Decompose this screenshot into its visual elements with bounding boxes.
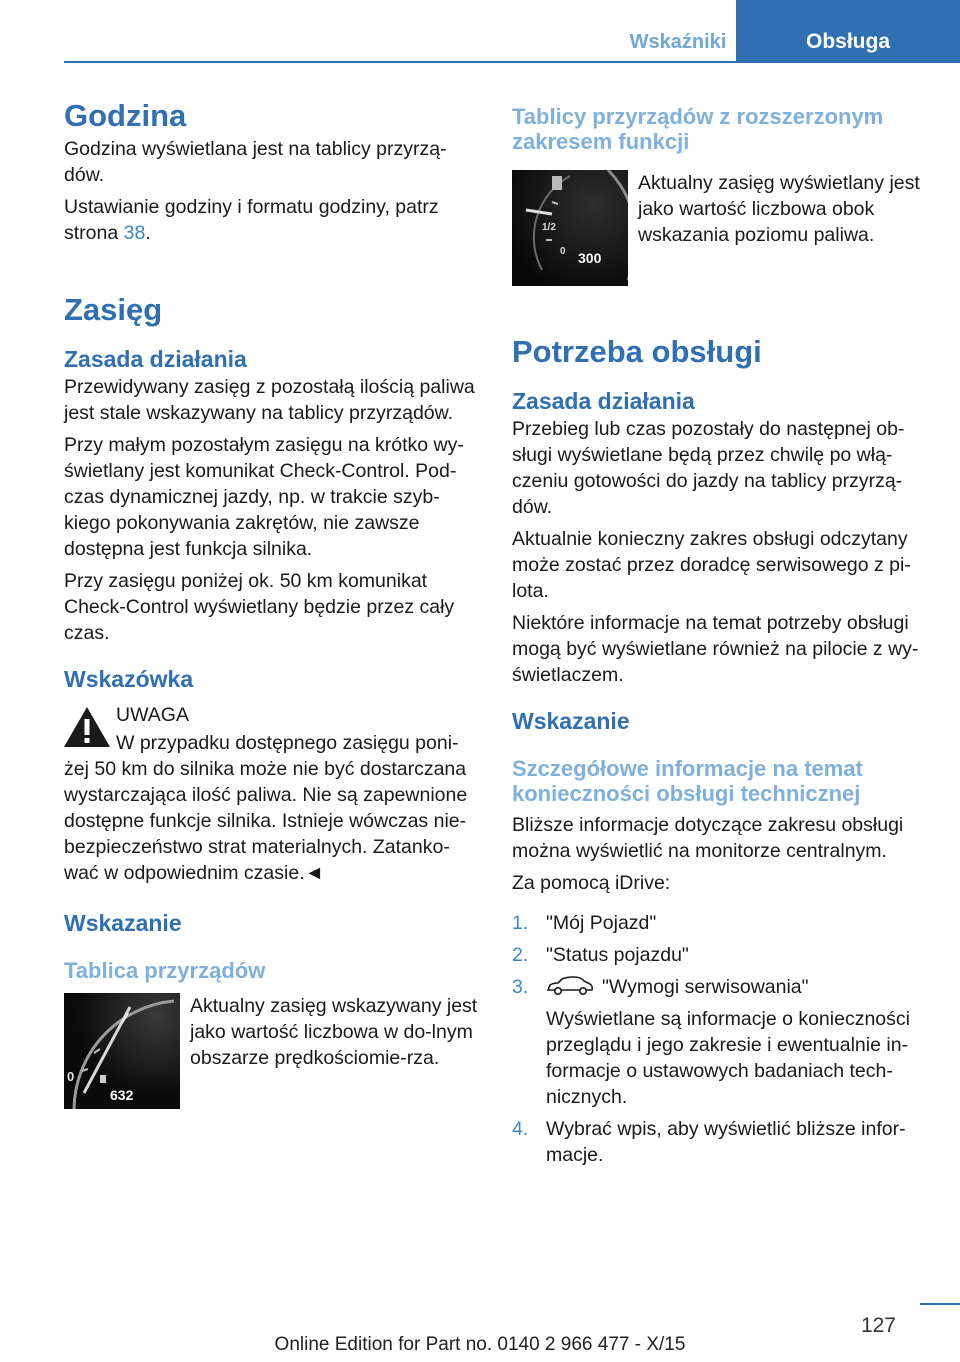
subheading-service-principle: Zasada działania: [512, 388, 695, 414]
left-column: [64, 96, 480, 1109]
fuel-gauge-icon: [512, 170, 628, 286]
fuel-half-label: 1/2: [542, 222, 556, 233]
gauge-zero-label: 0: [67, 1069, 75, 1084]
detail-paragraph-2: Za pomocą iDrive:: [512, 872, 671, 894]
idrive-steps-list: [512, 910, 932, 1168]
edition-footer: Online Edition for Part no. 0140 2 966 477 - X/15: [274, 1334, 686, 1355]
speedometer-range-image: [64, 993, 180, 1109]
step-text: "Mój Pojazd": [546, 912, 657, 934]
warning-first-line: W przypadku dostępnego zasięgu poni-: [116, 732, 459, 754]
extended-panel-block: [512, 170, 932, 286]
list-item: [512, 942, 932, 968]
heading-service: Potrzeba obsługi: [512, 334, 762, 369]
list-item: [512, 1116, 932, 1168]
clock-paragraph-2: [64, 194, 480, 246]
warning-label: UWAGA: [116, 704, 189, 726]
heading-clock: Godzina: [64, 98, 187, 133]
range-paragraph-3: Przy zasięgu poniżej ok. 50 km komunikat Check-Control wyświetlany będzie przez cały czas.: [64, 570, 455, 644]
heading-range: Zasięg: [64, 292, 163, 327]
clock-paragraph-1: Godzina wyświetlana jest na tablicy przyrzą-dów.: [64, 138, 447, 186]
step-text: "Wymogi serwisowania": [602, 976, 809, 998]
step-text: Wybrać wpis, aby wyświetlić bliższe infor-macje.: [546, 1118, 906, 1166]
subheading-extended-panel: Tablicy przyrządów z rozszerzonym zakresem funkcji: [512, 104, 884, 154]
warning-triangle-icon: [62, 704, 112, 750]
section-tab-operation[interactable]: Obsługa: [736, 0, 960, 62]
service-paragraph-1: Przebieg lub czas pozostały do następnej ob-sługi wyświetlane będą przez chwilę po włą-czeniu gotowości do jazdy na tablicy przyrzą-dów.: [512, 418, 905, 518]
fuel-gauge-image: [512, 170, 628, 286]
step-body: [546, 974, 932, 1110]
page-header: [620, 0, 960, 62]
header-rule: [64, 61, 960, 63]
subheading-detail-info: Szczegółowe informacje na temat konieczności obsługi technicznej: [512, 756, 863, 806]
step-number: 3.: [512, 976, 529, 998]
subheading-principle: Zasada działania: [64, 346, 247, 372]
subheading-hint: Wskazówka: [64, 666, 194, 692]
list-item: [512, 910, 932, 936]
page-number: 127: [860, 1314, 896, 1337]
instrument-panel-text: Aktualny zasięg wskazywany jest jako wartość liczbowa w do-lnym obszarze prędkościomie-rza.: [190, 995, 478, 1069]
range-paragraph-2: Przy małym pozostałym zasięgu na krótko wy-świetlany jest komunikat Check-Control. Pod-czas dynamicznej jazdy, np. w trakcie szyb-kiego pokonywania zakrętów, nie zawsze dostępna jest funkcja silnika.: [64, 434, 464, 560]
list-item: [512, 974, 932, 1110]
clock-paragraph-2-text: Ustawianie godziny i formatu godziny, patrz strona: [64, 196, 439, 244]
clock-paragraph-2-end: .: [145, 222, 151, 244]
step-description: Wyświetlane są informacje o konieczności przeglądu i jego zakresie i ewentualnie in-formacje o ustawowych badaniach tech-nicznych.: [546, 1008, 910, 1108]
step-header: [546, 974, 932, 1000]
step-number: 4.: [512, 1118, 529, 1140]
fuel-range-value: 300: [578, 250, 602, 266]
warning-block: [64, 702, 480, 756]
subheading-instrument-panel: Tablica przyrządów: [64, 958, 266, 983]
car-icon: [546, 976, 594, 996]
page-link-38[interactable]: 38: [123, 222, 146, 244]
extended-panel-text: Aktualny zasięg wyświetlany jest jako wartość liczbowa obok wskazania poziomu paliwa.: [638, 172, 920, 246]
subheading-service-display: Wskazanie: [512, 708, 630, 734]
footer-rule: [920, 1303, 960, 1305]
fuel-zero-label: 0: [560, 246, 566, 257]
right-column: [512, 96, 932, 1174]
warning-text: żej 50 km do silnika może nie być dostarczana wystarczająca ilość paliwa. Nie są zapewnione dostępne funkcje silnika. Istnieje wówczas nie-bezpieczeństwo strat materialnych. Zatanko-wać w odpowiednim czasie.◄: [64, 758, 468, 884]
service-paragraph-2: Aktualnie konieczny zakres obsługi odczytany może zostać przez doradcę serwisowego z pi-lota.: [512, 528, 911, 602]
detail-paragraph-1: Bliższe informacje dotyczące zakresu obsługi można wyświetlić na monitorze centralnym.: [512, 814, 904, 862]
step-number: 1.: [512, 912, 529, 934]
warning-header-text: [112, 702, 459, 756]
range-paragraph-1: Przewidywany zasięg z pozostałą ilością paliwa jest stale wskazywany na tablicy przyrządów.: [64, 376, 475, 424]
step-text: "Status pojazdu": [546, 944, 689, 966]
service-paragraph-3: Niektóre informacje na temat potrzeby obsługi mogą być wyświetlane również na pilocie z wy-świetlaczem.: [512, 612, 919, 686]
subheading-display: Wskazanie: [64, 910, 182, 936]
section-tab-indicators[interactable]: Wskaźniki: [629, 30, 727, 53]
instrument-panel-block: [64, 993, 480, 1109]
gauge-range-value: 632: [110, 1087, 134, 1103]
step-number: 2.: [512, 944, 529, 966]
